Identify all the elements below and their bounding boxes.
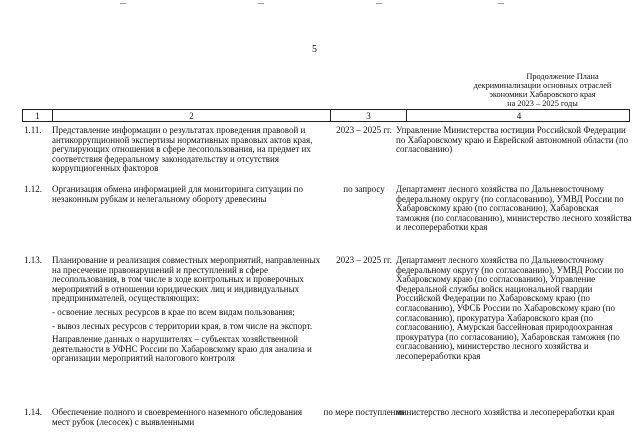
row-text: - освоение лесных ресурсов в крае по всем видам пользования; [52, 306, 295, 317]
row-number: 1.13. [24, 255, 42, 265]
row-executors: министерство лесного хозяйства и лесопереработки края [396, 407, 615, 417]
row-number: 1.14. [24, 407, 42, 417]
continuation-header [455, 72, 630, 108]
row-executors: Департамент лесного хозяйства по Дальневосточному федеральному округу (по согласованию), УМВД России по Хабаровскому краю (по согласованию), Хабаровская таможня (по согласованию), министерство лесного хозяйства и лесопереработки края [396, 184, 632, 233]
row-content [52, 256, 322, 364]
table-header-row [22, 109, 630, 122]
row-text: Планирование и реализация совместных мероприятий, направленных на пресечение правонарушений и преступлений в сфере лесопользования, в том числе в ходе контрольных и проверочных мероприятий в отношении юридических лиц и индивидуальных предпринимателей, осуществляющих: [52, 255, 321, 304]
row-term: 2023 – 2025 гг. [336, 125, 392, 135]
header-line-3: экономики Хабаровского края [489, 90, 596, 99]
column-header-2: 2 [53, 110, 331, 121]
header-line-4: на 2023 – 2025 годы [507, 99, 578, 108]
row-content [52, 185, 322, 204]
row-content [52, 408, 322, 427]
row-executors: Департамент лесного хозяйства по Дальневосточному федеральному округу (по согласованию), УМВД России по Хабаровскому краю (по согласованию), Управление Федеральной службы войск национальной гвардии Российской Федерации по Хабаровскому краю (по согласованию), УФСБ России по Хабаровскому краю (по согласованию), прокуратура Хабаровского края (по согласованию), Амурская бассейновая природоохранная прокуратура (по согласованию), Хабаровская таможня (по согласованию), министерство лесного хозяйства и лесопереработки края [396, 255, 624, 361]
row-number: 1.11. [24, 125, 42, 135]
column-header-1: 1 [23, 110, 53, 121]
page-number: 5 [312, 44, 317, 55]
row-text: Направление данных о нарушителях – субъектах хозяйственной деятельности в УФНС России по Хабаровскому краю для анализа и организации мероприятий налогового контроля [52, 334, 312, 364]
row-content [52, 126, 322, 174]
row-term: по мере поступления [323, 407, 405, 417]
row-executors: Управление Министерства юстиции Российской Федерации по Хабаровскому краю и Еврейской автономной области (по согласованию) [396, 125, 629, 155]
row-text: Представление информации о результатах проведения правовой и антикоррупционной экспертизы нормативных правовых актов края, регулирующих отношения в сфере лесопользования, на предмет их соответствия федеральному законодательству и отсутствия коррупциогенных факторов [52, 125, 313, 174]
row-text: Организация обмена информацией для мониторинга ситуации по незаконным рубкам и нелегальному обороту древесины [52, 184, 303, 204]
row-term: 2023 – 2025 гг. [336, 255, 392, 265]
row-number: 1.12. [24, 184, 42, 194]
header-line-2: декриминализации основных отраслей [473, 81, 612, 90]
column-header-3: 3 [331, 110, 407, 121]
header-line-1: Продолжение Плана [526, 72, 599, 81]
row-term: по запросу [343, 184, 385, 194]
row-text: Обеспечение полного и своевременного наземного обследования мест рубок (лесосек) с выявленными [52, 407, 303, 427]
top-edge-marks [0, 0, 640, 8]
row-text: - вывоз лесных ресурсов с территории края, в том числе на экспорт. [52, 320, 313, 331]
column-header-4: 4 [516, 111, 522, 121]
